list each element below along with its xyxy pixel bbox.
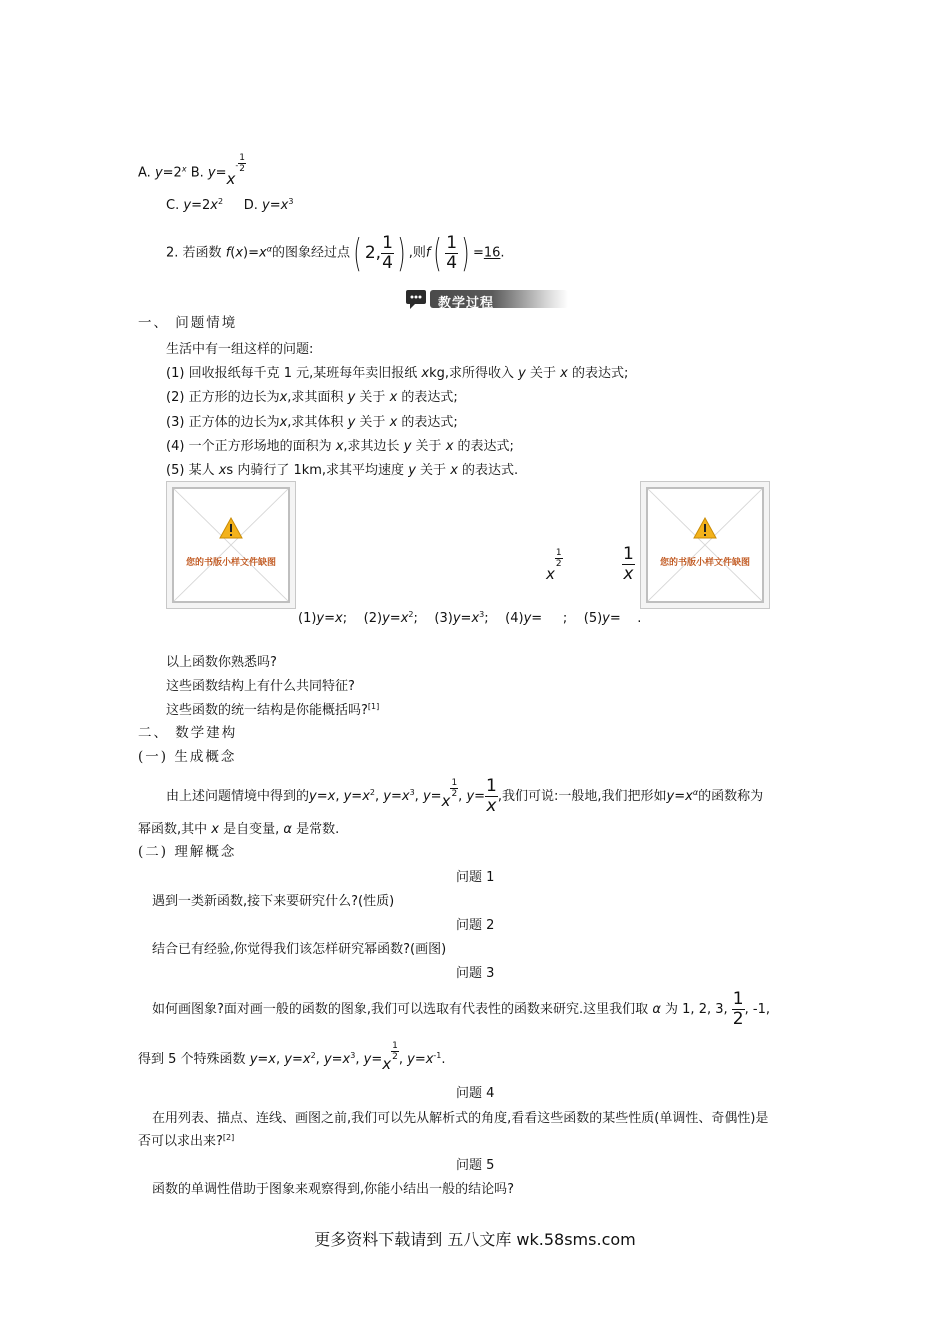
problem-1-text: 遇到一类新函数,接下来要研究什么?(性质) <box>152 894 395 909</box>
section-2-title: 二、 数学建构 <box>138 725 238 741</box>
math-x-half: x $\frac{1}{2}$ <box>546 548 562 583</box>
subsection-2-title: (二) 理解概念 <box>138 844 237 860</box>
concept-paragraph-line2: 幂函数,其中 x 是自变量, α 是常数. <box>138 822 340 837</box>
q2-answer: 16 <box>483 245 501 261</box>
option-b-label: B. <box>190 165 204 181</box>
chat-bubble-icon <box>404 288 428 310</box>
list-item: (2) 正方形的边长为x,求其面积 y 关于 x 的表达式; <box>166 390 458 405</box>
section-1-intro: 生活中有一组这样的问题: <box>166 342 314 357</box>
missing-image-right: 您的书版小样文件缺图 <box>640 481 770 609</box>
warning-icon <box>693 517 717 539</box>
math-one-over-x: $\frac{1}{x}$ <box>623 544 634 584</box>
section-1-title: 一、 问题情境 <box>138 315 238 331</box>
banner-title: 教学过程 <box>438 296 495 311</box>
problem-4-title: 问题 4 <box>456 1086 495 1101</box>
problem-3-title: 问题 3 <box>456 966 495 981</box>
question-2: 2. 若函数 $f(x)=x^\alpha$的图象经过点( 2, $\frac{1}{4}$ ) ,则f( $\frac{1}{4}$ ) =16. <box>166 231 505 275</box>
option-a-label: A. <box>138 165 151 181</box>
section-banner <box>404 288 566 310</box>
problem-2-text: 结合已有经验,你觉得我们该怎样研究幂函数?(画图) <box>152 942 447 957</box>
list-item: (4) 一个正方形场地的面积为 x,求其边长 y 关于 x 的表达式; <box>166 439 514 454</box>
problem-3-line2: 得到 5 个特殊函数 y=x, $y=x^2$, $y=x^3$, y=x $\frac{1}{2}$ , $y=x^{-1}$. <box>138 1040 446 1073</box>
problem-3-text: 如何画图象?面对画一般的函数的图象,我们可以选取有代表性的函数来研究.这里我们取 α 为 1, 2, 3, $\frac{1}{2}$ , -1, <box>152 989 770 1029</box>
problem-1-title: 问题 1 <box>456 870 495 885</box>
q-familiar: 以上函数你熟悉吗? <box>166 655 277 670</box>
problem-4-line2: 否可以求出来?[2] <box>138 1133 235 1149</box>
list-item: (5) 某人 xs 内骑行了 1km,求其平均速度 y 关于 x 的表达式. <box>166 463 519 478</box>
answers-line: (1)y=x; $(2)y=x^2$; $(3)y=x^3$; (4)y= ; (5)y= . <box>298 610 642 626</box>
missing-image-left: 您的书版小样文件缺图 <box>166 481 296 609</box>
option-c-label: C. <box>166 198 180 213</box>
warning-icon <box>219 517 243 539</box>
problem-5-title: 问题 5 <box>456 1158 495 1173</box>
list-item: (1) 回收报纸每千克 1 元,某班每年卖旧报纸 xkg,求所得收入 y 关于 x 的表达式; <box>166 366 629 381</box>
problem-2-title: 问题 2 <box>456 918 495 933</box>
list-item: (3) 正方体的边长为x,求其体积 y 关于 x 的表达式; <box>166 415 458 430</box>
footer-text: 更多资料下载请到 五八文库 wk.58sms.com <box>314 1230 636 1249</box>
problem-4-text: 在用列表、描点、连线、画图之前,我们可以先从解析式的角度,看看这些函数的某些性质(单调性、奇偶性)是 <box>152 1111 769 1126</box>
option-c-d-line: C. $y=2x^2$ D. $y=x^3$ <box>166 197 294 213</box>
q-unify: 这些函数的统一结构是你能概括吗?[1] <box>166 702 380 718</box>
option-d-label: D. <box>243 198 258 213</box>
concept-paragraph: 由上述问题情境中得到的y=x, $y=x^2$, $y=x^3$, y=x $\frac{1}{2}$ , y= $\frac{1}{x}$ ,我们可说:一般地,我们把形如$y=x^\alpha$的函数称为 <box>166 776 764 816</box>
subsection-1-title: (一) 生成概念 <box>138 749 237 765</box>
problem-5-text: 函数的单调性借助于图象来观察得到,你能小结出一般的结论吗? <box>152 1182 515 1197</box>
option-a-b-line: A. $y=2^x$ B. y=x- $\frac{1}{2}$ <box>138 153 246 188</box>
q-common: 这些函数结构上有什么共同特征? <box>166 679 355 694</box>
